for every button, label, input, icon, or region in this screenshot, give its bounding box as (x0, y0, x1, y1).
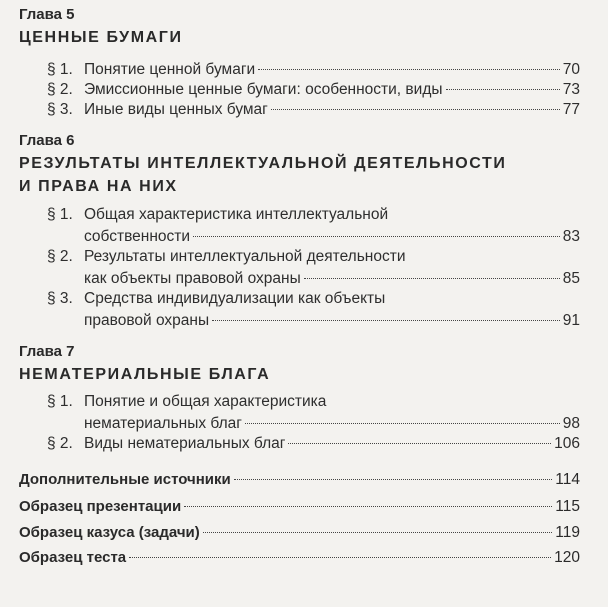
section-number: § 3. (47, 101, 73, 118)
page-number: 114 (555, 471, 580, 488)
section-title: нематериальных благ (84, 415, 242, 432)
toc-entry-test-sample[interactable] (19, 547, 580, 569)
page-number: 91 (562, 312, 580, 329)
section-title: Виды нематериальных благ (84, 435, 286, 452)
toc-entry-6-3[interactable] (47, 288, 580, 332)
section-title: Эмиссионные ценные бумаги: особенности, виды (84, 81, 443, 98)
page-number: 85 (562, 270, 580, 287)
entry-title: Образец теста (19, 549, 127, 566)
chapter-6-title-line1: РЕЗУЛЬТАТЫ ИНТЕЛЛЕКТУАЛЬНОЙ ДЕЯТЕЛЬНОСТИ (19, 155, 507, 172)
toc-entry-6-1[interactable] (47, 204, 580, 248)
dot-leader (184, 506, 552, 507)
toc-entry-5-2[interactable] (47, 79, 580, 101)
dot-leader (446, 89, 560, 90)
dot-leader (193, 236, 560, 237)
section-number: § 1. (47, 206, 73, 223)
page-number: 106 (554, 435, 580, 452)
section-title-line1: Средства индивидуализации как объекты (84, 290, 386, 307)
section-title: как объекты правовой охраны (84, 270, 301, 287)
section-number: § 2. (47, 435, 73, 452)
dot-leader (129, 557, 551, 558)
entry-title: Дополнительные источники (19, 471, 231, 488)
toc-entry-7-1[interactable] (47, 391, 580, 435)
dot-leader (288, 443, 551, 444)
section-title: Понятие ценной бумаги (84, 61, 256, 78)
dot-leader (271, 109, 560, 110)
chapter-6-title-line2: И ПРАВА НА НИХ (19, 178, 178, 195)
chapter-7-title: НЕМАТЕРИАЛЬНЫЕ БЛАГА (19, 366, 271, 383)
page-number: 115 (555, 498, 580, 515)
dot-leader (304, 278, 560, 279)
entry-title: Образец казуса (задачи) (19, 524, 200, 541)
section-number: § 1. (47, 61, 73, 78)
page-number: 120 (554, 549, 580, 566)
page-number: 98 (562, 415, 580, 432)
dot-leader (258, 69, 560, 70)
chapter-7-label: Глава 7 (19, 343, 75, 360)
toc-entry-6-2[interactable] (47, 246, 580, 290)
dot-leader (234, 479, 553, 480)
section-title-line1: Результаты интеллектуальной деятельности (84, 248, 406, 265)
section-number: § 2. (47, 81, 73, 98)
toc-entry-case-sample[interactable] (19, 522, 580, 544)
dot-leader (245, 423, 560, 424)
section-title-line1: Общая характеристика интеллектуальной (84, 206, 389, 223)
toc-entry-5-1[interactable] (47, 59, 580, 81)
page-number: 83 (562, 228, 580, 245)
toc-entry-additional-sources[interactable] (19, 469, 580, 491)
chapter-6-label: Глава 6 (19, 132, 75, 149)
toc-entry-7-2[interactable] (47, 433, 580, 455)
section-title: Иные виды ценных бумаг (84, 101, 268, 118)
page-number: 77 (562, 101, 580, 118)
section-title: собственности (84, 228, 191, 245)
dot-leader (212, 320, 560, 321)
page-number: 70 (562, 61, 580, 78)
section-title: правовой охраны (84, 312, 210, 329)
chapter-5-label: Глава 5 (19, 6, 75, 23)
dot-leader (203, 532, 553, 533)
toc-entry-presentation-sample[interactable] (19, 496, 580, 518)
section-number: § 3. (47, 290, 73, 307)
chapter-5-title: ЦЕННЫЕ БУМАГИ (19, 29, 183, 46)
entry-title: Образец презентации (19, 498, 182, 515)
section-number: § 2. (47, 248, 73, 265)
section-title-line1: Понятие и общая характеристика (84, 393, 327, 410)
section-number: § 1. (47, 393, 73, 410)
page-number: 119 (555, 524, 580, 541)
page-number: 73 (562, 81, 580, 98)
toc-entry-5-3[interactable] (47, 99, 580, 121)
